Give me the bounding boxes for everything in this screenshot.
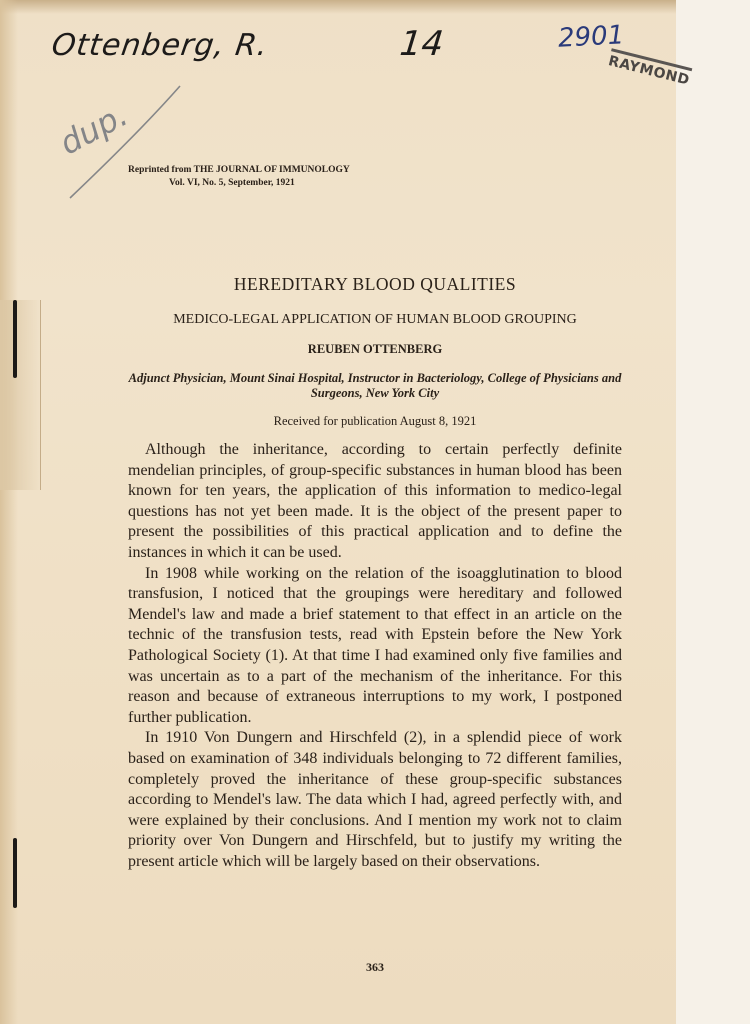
reprint-notice: [128, 164, 388, 190]
handwritten-dup-mark: dup.: [53, 95, 134, 163]
handwritten-catalog-id: 2901: [557, 20, 625, 54]
body-paragraph: In 1908 while working on the relation of the isoagglutination to blood transfusion, I noticed that the groupings were hereditary and followed Mendel's law and made a brief statement to that effect in an article on the technic of the transfusion tests, read with Epstein before the New York Pathological Society (1). At that time I had examined only five families and was uncertain as to a part of the mechanism of the inheritance. For this reason and because of extraneous interruptions to my work, I postponed further publication.: [128, 564, 622, 726]
page-number: 363: [366, 960, 384, 974]
reprint-source: Reprinted from THE JOURNAL OF IMMUNOLOGY: [128, 165, 350, 175]
article-subtitle: MEDICO-LEGAL APPLICATION OF HUMAN BLOOD GROUPING: [173, 312, 577, 327]
body-paragraph: Although the inheritance, according to certain perfectly definite mendelian principles, of group-specific substances in human blood has been known for ten years, the application of this information to medico-legal questions has not yet been made. It is the object of the present paper to present the possibilities of this practical application and to define the instances in which it can be used.: [128, 441, 622, 561]
torn-binding-edge: [0, 300, 41, 490]
received-date: Received for publication August 8, 1921: [273, 414, 477, 428]
handwritten-author-name: Ottenberg, R.: [49, 28, 271, 63]
author-affiliation: Adjunct Physician, Mount Sinai Hospital, Instructor in Bacteriology, College of Physicians and Surgeons, New York City: [128, 371, 622, 400]
article-author: REUBEN OTTENBERG: [307, 342, 443, 356]
staple-bottom: [13, 838, 17, 908]
raymond-stamp: RAYMOND: [607, 48, 693, 88]
body-paragraph: In 1910 Von Dungern and Hirschfeld (2), in a splendid piece of work based on examination of 348 individuals belonging to 72 different families, completely proved the inheritance of these group-specific substances according to Mendel's law. The data which I had, agreed perfectly with, and were explained by their conclusions. And I mention my work not to claim priority over Von Dungern and Hirschfeld, but to justify my writing the present article which will be largely based on their observations.: [128, 729, 622, 870]
handwritten-number: 14: [397, 24, 446, 64]
article-body: [128, 440, 622, 872]
article-title: HEREDITARY BLOOD QUALITIES: [233, 274, 517, 294]
page-top-edge: [0, 0, 676, 14]
reprint-volume: Vol. VI, No. 5, September, 1921: [169, 178, 295, 188]
